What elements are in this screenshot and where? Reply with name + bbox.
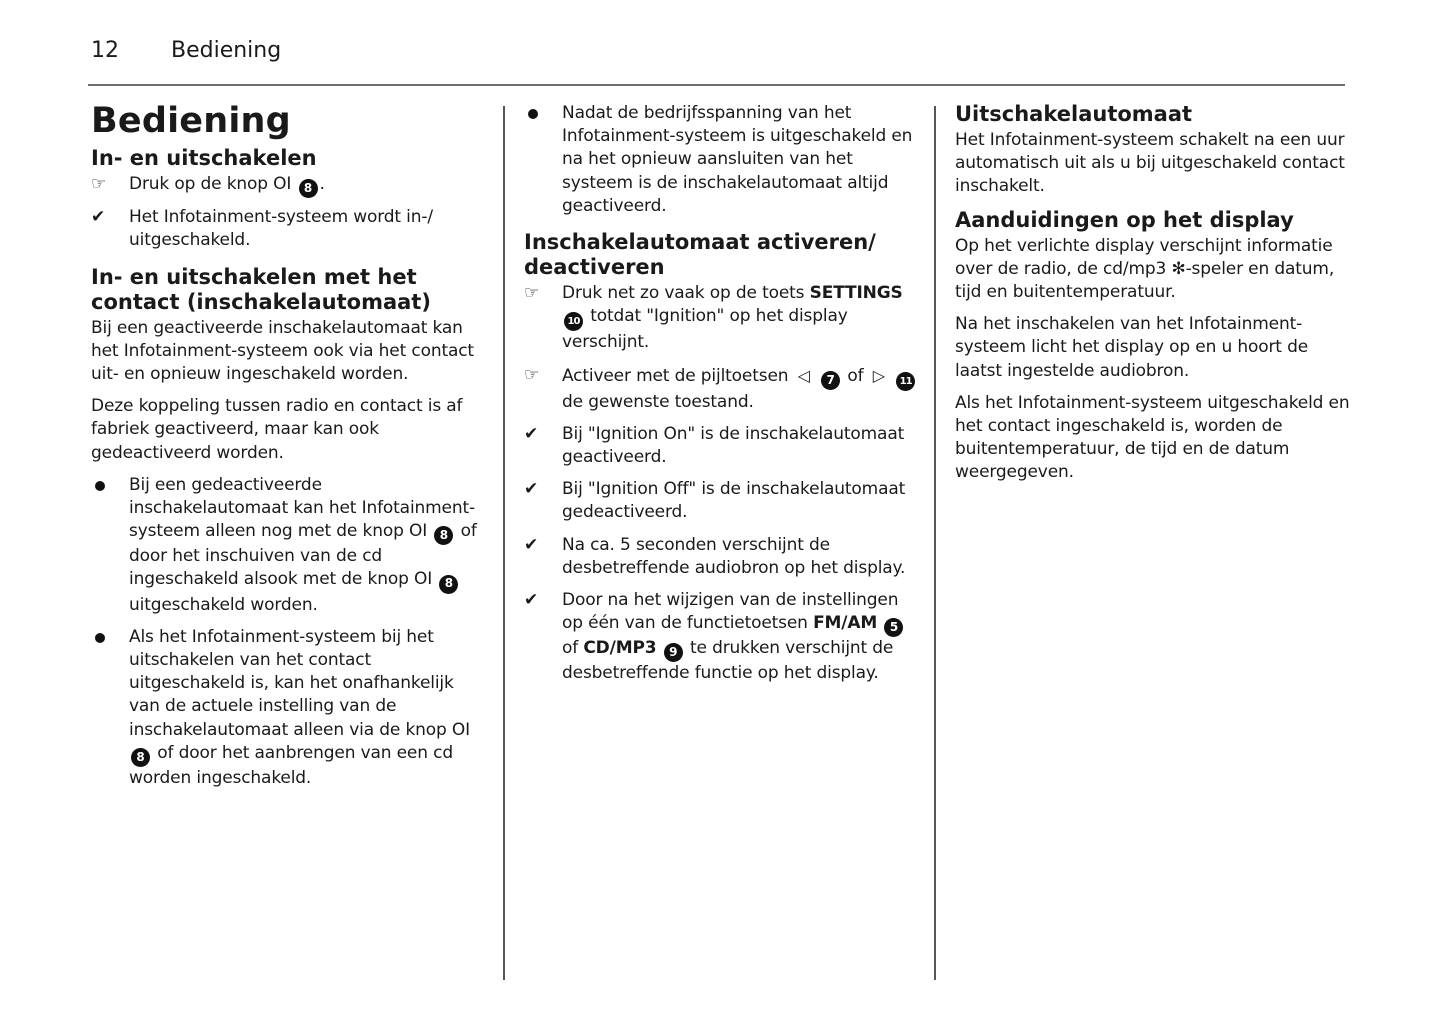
button-ref-badge: 7 — [821, 371, 840, 390]
result-text: te drukken verschijnt de desbetreffende functie op het display. — [562, 638, 894, 684]
page-number: 12 — [91, 38, 119, 63]
result-text: Door na het wijzigen van de instellingen op één van de functietoetsen — [562, 590, 899, 634]
result-text: Bij "Ignition Off" is de inschakelautomaat gedeactiveerd. — [562, 479, 906, 523]
instruction-text: Druk net zo vaak op de toets — [562, 283, 805, 304]
result-item — [524, 478, 924, 524]
instruction-item — [524, 282, 924, 355]
header-rule — [88, 84, 1345, 86]
bullet-icon — [524, 102, 554, 126]
button-ref-badge: 8 — [299, 179, 318, 198]
bullet-text: uitgeschakeld worden. — [129, 594, 318, 615]
column-2 — [524, 102, 924, 695]
bullet-text: of door het inschuiven van de cd ingeschakeld alsook met de knop OI — [129, 521, 477, 590]
paragraph: Na het inschakelen van het Infotainment-systeem licht het display op en u hoort de laatst ingestelde audiobron. — [955, 314, 1309, 381]
chapter-title: Bediening — [91, 101, 291, 141]
button-ref-badge: 8 — [439, 575, 458, 594]
instruction-text: de gewenste toestand. — [562, 391, 754, 412]
instruction-item — [91, 173, 486, 198]
button-ref-badge: 8 — [131, 748, 150, 767]
section-heading: In- en uitschakelen — [91, 146, 317, 170]
bullet-text: Bij een gedeactiveerde inschakelautomaat kan het Infotainment-systeem alleen nog met de knop OI — [129, 474, 475, 542]
result-item — [524, 534, 924, 580]
result-text: Het Infotainment-systeem wordt in-/ uitgeschakeld. — [129, 207, 433, 251]
button-ref-badge: 5 — [884, 618, 903, 637]
checkmark-icon: ✔ — [91, 207, 106, 228]
result-item — [524, 589, 924, 686]
result-text: of — [562, 638, 579, 659]
section-heading: Uitschakelautomaat — [955, 102, 1193, 126]
pointing-hand-icon: ☞ — [524, 364, 540, 385]
punctuation: . — [319, 174, 325, 194]
right-arrow-icon: ▷ — [872, 365, 885, 385]
paragraph: Deze koppeling tussen radio en contact is af fabriek geactiveerd, maar kan ook gedeactiveerd worden. — [91, 396, 463, 463]
checkmark-icon: ✔ — [524, 479, 539, 500]
pointing-hand-icon: ☞ — [524, 283, 540, 304]
bullet-icon — [91, 626, 121, 650]
bullet-icon — [91, 474, 121, 498]
fm-am-button-label: FM/AM — [813, 613, 878, 634]
disc-symbol-icon: ✻ — [1171, 258, 1186, 279]
bullet-item — [524, 102, 924, 218]
button-ref-badge: 10 — [564, 312, 583, 331]
bullet-text: Nadat de bedrijfsspanning van het Infotainment-systeem is uitgeschakeld en na het opnieuw aansluiten van het systeem is de inschakelautomaat altijd geactiveerd. — [562, 103, 913, 216]
pointing-hand-icon: ☞ — [91, 174, 107, 194]
paragraph-text: -speler en datum, tijd en buitentemperatuur. — [955, 258, 1335, 303]
paragraph-text: Op het verlichte display verschijnt informatie over de radio, de cd/mp3 — [955, 235, 1333, 279]
button-ref-badge: 11 — [896, 372, 915, 391]
bullet-text: Als het Infotainment-systeem bij het uitschakelen van het contact uitgeschakeld is, kan het onafhankelijk van de actuele instelling van de inschakelautomaat alleen via de knop OI — [129, 626, 471, 740]
paragraph: Als het Infotainment-systeem uitgeschakeld en het contact ingeschakeld is, worden de buitentemperatuur, de tijd en de datum weergegeven. — [955, 392, 1350, 483]
column-divider — [503, 106, 505, 980]
result-text: Bij "Ignition On" is de inschakelautomaat geactiveerd. — [562, 423, 905, 468]
settings-button-label: SETTINGS — [809, 283, 903, 304]
button-ref-badge: 9 — [664, 643, 683, 662]
running-title: Bediening — [171, 38, 282, 63]
column-3 — [955, 102, 1350, 494]
button-ref-badge: 8 — [434, 526, 453, 545]
bullet-item — [91, 626, 486, 790]
instruction-item — [524, 364, 924, 414]
result-item — [91, 206, 486, 252]
result-item — [524, 423, 924, 469]
checkmark-icon: ✔ — [524, 534, 539, 555]
paragraph: Bij een geactiveerde inschakelautomaat kan het Infotainment-systeem ook via het contact uit- en opnieuw ingeschakeld worden. — [91, 317, 474, 384]
paragraph: Het Infotainment-systeem schakelt na een uur automatisch uit als u bij uitgeschakeld contact inschakelt. — [955, 130, 1345, 197]
column-1 — [91, 96, 486, 799]
column-divider — [934, 106, 936, 980]
checkmark-icon: ✔ — [524, 423, 539, 444]
section-heading: In- en uitschakelen met het contact (inschakelautomaat) — [91, 264, 431, 314]
cd-mp3-button-label: CD/MP3 — [583, 638, 657, 659]
instruction-text: Activeer met de pijltoetsen — [562, 365, 789, 386]
bullet-text: of door het aanbrengen van een cd worden ingeschakeld. — [129, 742, 453, 788]
checkmark-icon: ✔ — [524, 590, 539, 611]
result-text: Na ca. 5 seconden verschijnt de desbetreffende audiobron op het display. — [562, 534, 906, 578]
section-heading: Inschakelautomaat activeren/ deactiveren — [524, 230, 876, 280]
left-arrow-icon: ◁ — [797, 365, 810, 385]
section-heading: Aanduidingen op het display — [955, 207, 1294, 232]
instruction-text: totdat "Ignition" op het display verschijnt. — [562, 306, 848, 353]
paragraph — [955, 235, 1350, 305]
instruction-text: of — [847, 365, 864, 386]
instruction-text: Druk op de knop OI — [129, 174, 292, 194]
bullet-item — [91, 474, 486, 617]
